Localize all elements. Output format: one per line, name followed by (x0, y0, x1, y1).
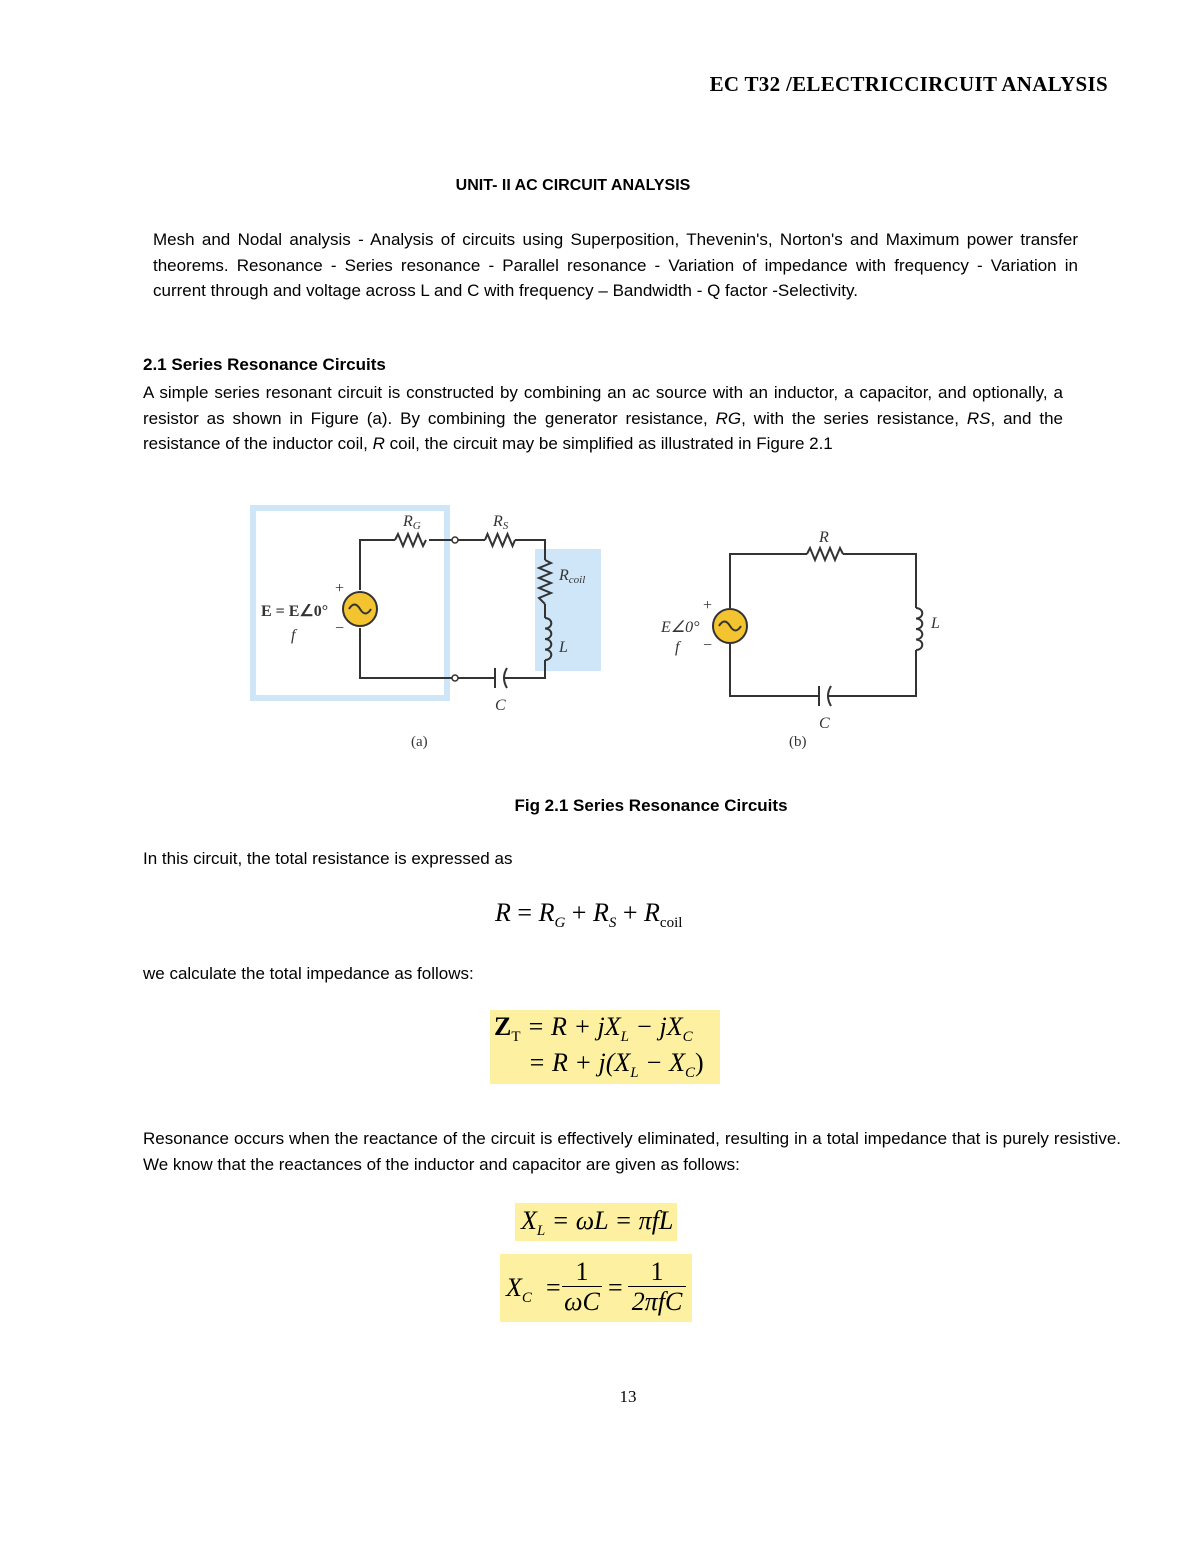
eq-z2-l-sub: L (630, 1065, 639, 1082)
eq-xc-equals1: = (546, 1273, 561, 1302)
eq-xc-den1: ωC (564, 1287, 600, 1316)
intro-text-3: , and the resistance of the inductor coil, (143, 408, 1063, 453)
eq-r-plus2: + (622, 898, 638, 927)
eq-z2-c-sub: C (685, 1065, 696, 1082)
impedance-intro: we calculate the total impedance as follows: (143, 964, 474, 983)
figure-a-label: (a) (411, 734, 428, 750)
circuit-a-wires (360, 534, 551, 688)
circuit-b-wires (730, 548, 922, 706)
rg-label: RG (403, 513, 421, 532)
circuit-a-freq-label: f (291, 627, 296, 644)
circuit-b-minus: − (703, 637, 713, 654)
r-label-b: R (819, 529, 829, 546)
rg-resistor (395, 534, 426, 546)
eq-z1-l-sub: L (620, 1029, 629, 1046)
section-heading: 2.1 Series Resonance Circuits (143, 355, 386, 374)
eq-xc-sub: C (521, 1290, 532, 1307)
eq-xc-fraction-1 (562, 1258, 602, 1317)
intro-r: R (372, 434, 385, 453)
circuit-a-minus: − (335, 620, 345, 637)
r-resistor-b (807, 548, 843, 560)
inductive-reactance-equation (515, 1203, 677, 1241)
circuit-a-source-label: E = E∠0° (261, 603, 329, 620)
circuit-b-plus: + (703, 597, 713, 614)
eq-r-symbol: R (495, 898, 511, 927)
circuit-b-source-label: E∠0° (661, 619, 700, 636)
impedance-equation (490, 1010, 720, 1084)
resonance-paragraph: Resonance occurs when the reactance of the circuit is effectively eliminated, resulting in a total impedance that is purely resistive. We know that the reactances of the inductor and capacitor are given as follows: (143, 1129, 1121, 1174)
eq-z1-rest: = R + jX (527, 1012, 621, 1041)
eq-xc-equals2: = (608, 1273, 623, 1302)
c-label-b: C (819, 715, 830, 732)
figure-caption: Fig 2.1 Series Resonance Circuits (514, 796, 788, 815)
c-label-a: C (495, 697, 506, 714)
circuit-a-plus: + (335, 580, 345, 597)
intro-paragraph (143, 380, 1063, 457)
page-number: 13 (619, 1387, 637, 1406)
eq-z-sub: T (511, 1029, 521, 1046)
l-label-b: L (931, 615, 940, 632)
eq-z2-post: ) (695, 1048, 704, 1077)
unit-title: UNIT- II AC CIRCUIT ANALYSIS (455, 177, 691, 194)
l-label-a: L (559, 639, 568, 656)
eq-z2-mid: − X (645, 1048, 686, 1077)
eq-rs-sub: S (608, 915, 617, 932)
terminal-dot-bottom (452, 675, 458, 681)
series-resonance-figure (245, 500, 965, 760)
eq-r-plus1: + (571, 898, 587, 927)
eq-rg-sub: G (554, 915, 566, 932)
eq-xc-num1: 1 (562, 1258, 602, 1287)
impedance-line-2 (528, 1048, 704, 1082)
eq-r-equals: = (517, 898, 533, 927)
eq-xc-fraction-2 (628, 1258, 686, 1317)
eq-rcoil-symbol: R (644, 898, 660, 927)
eq-xc-symbol: X (506, 1273, 522, 1302)
course-header: EC T32 /ELECTRICCIRCUIT ANALYSIS (709, 72, 1108, 96)
eq-rs-symbol: R (592, 898, 609, 927)
rs-label: RS (493, 513, 509, 532)
rs-resistor (485, 534, 515, 546)
total-resistance-intro: In this circuit, the total resistance is expressed as (143, 849, 513, 868)
eq-z1-minus: − jX (635, 1012, 683, 1041)
eq-rg-symbol: R (538, 898, 555, 927)
syllabus-paragraph: Mesh and Nodal analysis - Analysis of circuits using Superposition, Thevenin's, Norton's and Maximum power transfer theorems. Resonance - Series resonance - Parallel resonance - Variation of impedance with frequency - Variation in current through and voltage across L and C with frequency – Bandwidth - Q factor -Selectivity. (153, 230, 1078, 300)
terminal-dot-top (452, 537, 458, 543)
eq-z2-pre: = R + j(X (528, 1048, 631, 1077)
eq-z-symbol: Z (494, 1012, 512, 1041)
intro-rg: RG (715, 408, 742, 428)
resistance-equation (495, 898, 682, 932)
eq-xl-rest: = ωL = πfL (551, 1206, 674, 1235)
eq-xl-sub: L (536, 1223, 546, 1240)
rcoil-label: Rcoil (559, 567, 586, 586)
intro-text-2: , with the series resistance, (741, 408, 967, 428)
circuit-b-freq-label: f (675, 639, 680, 656)
intro-text-4: coil, the circuit may be simplified as illustrated in Figure 2.1 (384, 434, 833, 453)
eq-xc-num2: 1 (628, 1258, 686, 1287)
capacitive-reactance-equation (500, 1254, 692, 1322)
eq-xc-den2: 2πfC (631, 1287, 683, 1316)
figure-b-label: (b) (789, 734, 807, 750)
intro-text-1: A simple series resonant circuit is constructed by combining an ac source with an inductor, a capacitor, and optionally, a resistor as shown in Figure (a). By combining the generator resistance, (143, 383, 1063, 428)
intro-rs: RS (966, 408, 991, 428)
impedance-line-1 (494, 1012, 693, 1046)
eq-rcoil-sub: coil (659, 915, 683, 932)
inductor-b (916, 608, 922, 650)
eq-z1-c-sub: C (682, 1029, 693, 1046)
eq-xl-symbol: X (521, 1206, 537, 1235)
